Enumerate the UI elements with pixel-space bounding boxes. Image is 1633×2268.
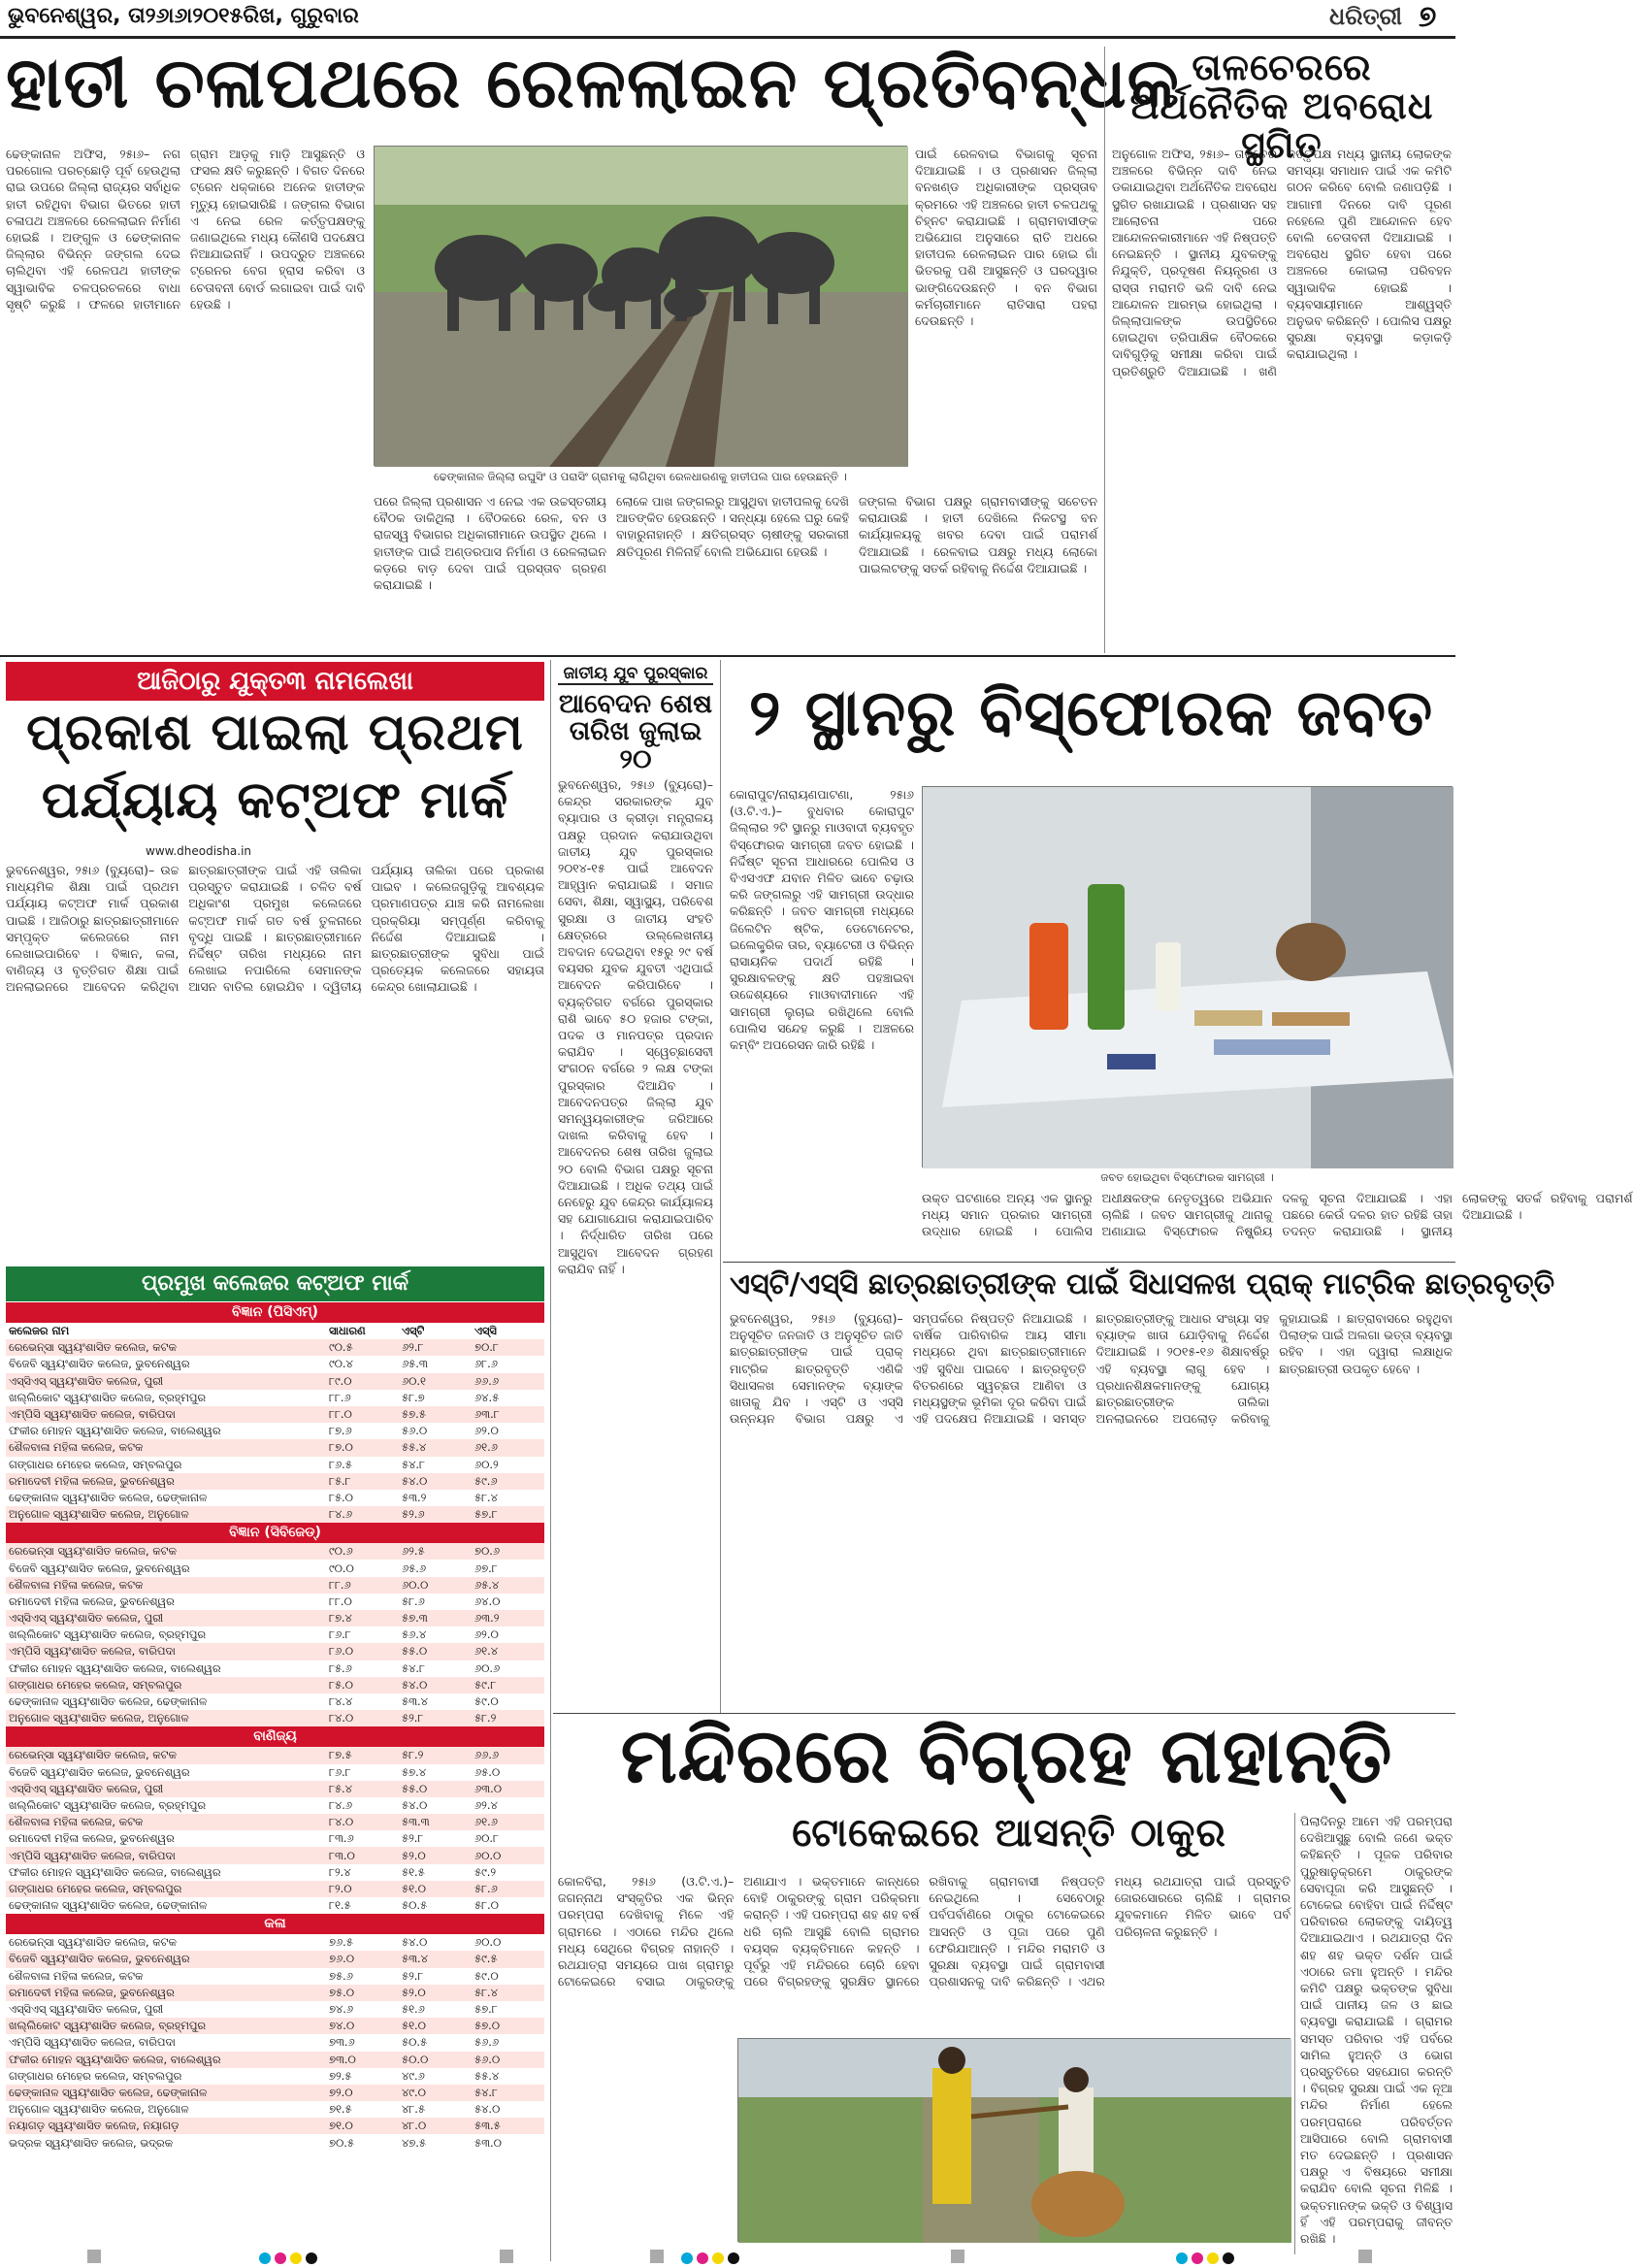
- cutoff-table-title: ପ୍ରମୁଖ କଲେଜର କଟ୍ଅଫ ମାର୍କ: [6, 1266, 544, 1301]
- table-row: [6, 1847, 544, 1863]
- college-name-cell: ଖଲ୍ଲିକୋଟ ସ୍ୱୟଂଶାସିତ କଲେଜ, ବ୍ରହ୍ମପୁର: [9, 1390, 207, 1404]
- table-row: [6, 1490, 544, 1506]
- table-row: [6, 1747, 544, 1763]
- table-row: [6, 1881, 544, 1897]
- table-row: [6, 1543, 544, 1560]
- cutoff-mark-cell: ୫୬.୦: [472, 2052, 544, 2068]
- cutoff-mark-cell: ୮୬.୮: [329, 1627, 351, 1642]
- cutoff-mark-cell: ୮୭.୦: [326, 1439, 399, 1456]
- college-name-cell: ଅନୁଗୋଳ ସ୍ୱୟଂଶାସିତ କଲେଜ, ଅନୁଗୋଳ: [6, 1710, 326, 1726]
- college-name-cell: ଢେଙ୍କାନାଳ ସ୍ୱୟଂଶାସିତ କଲେଜ, ଢେଙ୍କାନାଳ: [9, 1694, 208, 1709]
- cutoff-mark-cell: ୮୪.୦: [326, 1814, 399, 1830]
- cutoff-mark-cell: ୮୬.୮: [329, 1764, 351, 1779]
- college-name-cell: ଅନୁଗୋଳ ସ୍ୱୟଂଶାସିତ କଲେଜ, ଅନୁଗୋଳ: [9, 2102, 189, 2117]
- college-name-cell: ଖଲ୍ଲିକୋଟ ସ୍ୱୟଂଶାସିତ କଲେଜ, ବ୍ରହ୍ମପୁର: [9, 1797, 207, 1812]
- college-name-cell: ଶୈଳବାଳା ମହିଳା କଲେଜ, କଟକ: [9, 1968, 144, 1983]
- cutoff-mark-cell: ୬୮.୬: [474, 1357, 498, 1371]
- college-name-cell: ଫକୀର ମୋହନ ସ୍ୱୟଂଶାସିତ କଲେଜ, ବାଲେଶ୍ୱର: [6, 2052, 326, 2068]
- cutoff-mark-cell: ୪୯.୬: [402, 2068, 425, 2083]
- scholarship-headline: ଏସ୍ଟି/ଏସ୍ସି ଛାତ୍ରଛାତ୍ରୀଙ୍କ ପାଇଁ ସିଧାସଳଖ ପ୍ରାକ୍ ମାଟ୍ରିକ ଛାତ୍ରବୃତ୍ତି: [730, 1267, 1555, 1301]
- college-name-cell: ଗଙ୍ଗାଧର ମେହେର କଲେଜ, ସମ୍ବଲପୁର: [9, 1457, 182, 1471]
- cutoff-mark-cell: ୫୪.୮: [472, 2085, 544, 2101]
- cutoff-mark-cell: ୫୩.୫: [472, 2118, 544, 2134]
- cutoff-mark-cell: ୫୧.୦: [399, 2018, 472, 2034]
- cutoff-mark-cell: ୮୨.୪: [329, 1864, 351, 1879]
- cutoff-mark-cell: ୭୫.୬: [329, 1968, 353, 1983]
- table-row: [6, 1594, 544, 1610]
- cutoff-mark-cell: ୬୫.୩: [402, 1357, 428, 1371]
- college-name-cell: ରମାଦେବୀ ମହିଳା କଲେଜ, ଭୁବନେଶ୍ୱର: [6, 1473, 326, 1490]
- college-name-cell: ବିଜେବି ସ୍ୱୟଂଶାସିତ କଲେଜ, ଭୁବନେଶ୍ୱର: [9, 1561, 190, 1575]
- table-section-label: କଳା: [6, 1914, 544, 1934]
- cutoff-mark-cell: ୬୦.୮: [474, 1831, 499, 1846]
- table-section-header: [6, 1914, 544, 1934]
- cutoff-mark-cell: ୮୬.୫: [329, 1457, 352, 1471]
- cutoff-mark-cell: ୫୯.୨: [474, 1864, 497, 1879]
- college-name-cell: ଶୈଳବାଳା ମହିଳା କଲେଜ, କଟକ: [6, 1439, 326, 1456]
- cutoff-mark-cell: ୮୫.୬: [329, 1660, 352, 1675]
- table-row: [6, 1693, 544, 1710]
- cutoff-mark-cell: ୮୬.୦: [326, 1643, 399, 1660]
- cutoff-mark-cell: ୫୨.୮: [399, 1710, 472, 1726]
- college-name-cell: ଏସ୍ସିଏସ୍ ସ୍ୱୟଂଶାସିତ କଲେଜ, ପୁରୀ: [6, 1373, 326, 1390]
- table-row: [6, 1390, 544, 1406]
- college-name-cell: ରମାଦେବୀ ମହିଳା କଲେଜ, ଭୁବନେଶ୍ୱର: [9, 1831, 175, 1846]
- cutoff-mark-cell: ୬୨.୪: [474, 1797, 498, 1812]
- cutoff-mark-cell: ୭୦.୫: [329, 2135, 354, 2150]
- cutoff-mark-cell: ୪୯.୦: [399, 2085, 472, 2101]
- cutoff-mark-cell: ୫୪.୦: [474, 2102, 501, 2117]
- cutoff-mark-cell: ୭୨.୦: [326, 2085, 399, 2101]
- cutoff-mark-cell: ୫୨.୬: [399, 1506, 472, 1523]
- cutoff-mark-cell: ୫୦.୫: [402, 2035, 428, 2050]
- cutoff-mark-cell: ୮୪.୦: [326, 1710, 399, 1726]
- print-registration-marks: [0, 2250, 1455, 2265]
- cutoff-mark-cell: ୮୪.୬: [326, 1506, 399, 1523]
- table-row: [6, 1764, 544, 1781]
- college-name-cell: ବିଜେବି ସ୍ୱୟଂଶାସିତ କଲେଜ, ଭୁବନେଶ୍ୱର: [9, 1764, 190, 1779]
- table-row: [6, 1797, 544, 1814]
- cutoff-body: ଭୁବନେଶ୍ୱର, ୨୫ା୬ (ବ୍ୟୁରୋ)– ଉଚ୍ଚ ମାଧ୍ୟମିକ ଶିକ୍ଷା ପାଇଁ ପ୍ରଥମ ପର୍ଯ୍ୟାୟ କଟ୍ଅଫ ମାର୍କ ପ୍ରକାଶ ପାଇଛି । ଆଜିଠାରୁ ଛାତ୍ରଛାତ୍ରୀମାନେ ସମ୍ପୃକ୍ତ କଲେଜରେ ନାମ ଲେଖାଇପାରିବେ । ବିଜ୍ଞାନ, କଳା, ବାଣିଜ୍ୟ ଓ ବୃତ୍ତିଗତ ଶିକ୍ଷା ପାଇଁ ଅନଲାଇନରେ ଆବେଦନ କରିଥିବା ଛାତ୍ରଛାତ୍ରୀଙ୍କ ପାଇଁ ଏହି ତାଲିକା ପ୍ରସ୍ତୁତ କରାଯାଇଛି । ଚଳିତ ବର୍ଷ ଅଧିକାଂଶ ପ୍ରମୁଖ କଲେଜରେ କଟ୍ଅଫ ମାର୍କ ଗତ ବର୍ଷ ତୁଳନାରେ ବୃଦ୍ଧି ପାଇଛି । ଛାତ୍ରଛାତ୍ରୀମାନେ ନିର୍ଦ୍ଦିଷ୍ଟ ତାରିଖ ମଧ୍ୟରେ ନାମ ଲେଖାଇ ନପାରିଲେ ସେମାନଙ୍କ ଆସନ ବାତିଲ ହୋଇଯିବ । ଦ୍ୱିତୀୟ ପର୍ଯ୍ୟାୟ ତାଲିକା ପରେ ପ୍ରକାଶ ପାଇବ । କଲେଜଗୁଡ଼ିକୁ ଆବଶ୍ୟକ ପ୍ରମାଣପତ୍ର ଯାଞ୍ଚ କରି ନାମଲେଖା ପ୍ରକ୍ରିୟା ସମ୍ପୂର୍ଣ୍ଣ କରିବାକୁ ନିର୍ଦ୍ଦେଶ ଦିଆଯାଇଛି । ଛାତ୍ରଛାତ୍ରୀଙ୍କ ସୁବିଧା ପାଇଁ ପ୍ରତ୍ୟେକ କଲେଜରେ ସହାୟତା କେନ୍ଦ୍ର ଖୋଲାଯାଇଛି ।: [6, 863, 544, 995]
- youth-headline: ଆବେଦନ ଶେଷ ତାରିଖ ଜୁଲାଇ ୨୦: [558, 689, 713, 774]
- college-name-cell: ଏସ୍ସିଏସ୍ ସ୍ୱୟଂଶାସିତ କଲେଜ, ପୁରୀ: [9, 2002, 164, 2017]
- college-name-cell: ଗଙ୍ଗାଧର ମେହେର କଲେଜ, ସମ୍ବଲପୁର: [9, 2068, 182, 2083]
- cutoff-mark-cell: ୬୨.୮: [399, 1339, 472, 1356]
- cutoff-mark-cell: ୬୪.୫: [474, 1390, 500, 1404]
- table-row: [6, 1897, 544, 1914]
- cutoff-mark-cell: ୫୭.୮: [472, 1506, 544, 1523]
- cutoff-mark-cell: ୫୫.୦: [399, 1781, 472, 1797]
- cutoff-mark-cell: ୮୧.୫: [329, 1898, 351, 1913]
- table-row: [6, 2068, 544, 2085]
- table-row: [6, 1610, 544, 1627]
- cutoff-table-grid: [6, 1302, 544, 2152]
- cutoff-mark-cell: ୭୪.୬: [329, 2002, 354, 2017]
- cutoff-mark-cell: ୬୦.୬: [474, 1660, 501, 1675]
- cutoff-mark-cell: ୬୩.୨: [472, 1610, 544, 1627]
- cutoff-mark-cell: ୫୭.୮: [474, 2002, 498, 2017]
- explosive-photo: [922, 786, 1453, 1167]
- cutoff-mark-cell: ୬୬.୬: [472, 1747, 544, 1763]
- table-row: [6, 2134, 544, 2151]
- college-name-cell: ଶୈଳବାଳା ମହିଳା କଲେଜ, କଟକ: [6, 1577, 326, 1594]
- cutoff-mark-cell: ୬୭.୮: [474, 1561, 498, 1575]
- cutoff-mark-cell: ୭୨.୫: [329, 2068, 352, 2083]
- cutoff-mark-cell: ୫୭.୫: [399, 1406, 472, 1423]
- college-name-cell: ରମାଦେବୀ ମହିଳା କଲେଜ, ଭୁବନେଶ୍ୱର: [6, 1985, 326, 2001]
- college-name-cell: ଢେଙ୍କାନାଳ ସ୍ୱୟଂଶାସିତ କଲେଜ, ଢେଙ୍କାନାଳ: [6, 2085, 326, 2101]
- table-column-header-row: [6, 1323, 544, 1339]
- cutoff-mark-cell: ୭୧.୫: [329, 2102, 352, 2117]
- college-name-cell: ଅନୁଗୋଳ ସ୍ୱୟଂଶାସିତ କଲେଜ, ଅନୁଗୋଳ: [6, 1506, 326, 1523]
- cutoff-mark-cell: ୯୦.୬: [326, 1543, 399, 1560]
- cutoff-website[interactable]: www.dheodisha.in: [146, 844, 252, 858]
- cutoff-mark-cell: ୬୧.୪: [472, 1643, 544, 1660]
- cutoff-mark-cell: ୫୮.୬: [402, 1594, 425, 1608]
- table-row: [6, 1339, 544, 1356]
- table-row: [6, 1814, 544, 1830]
- cutoff-mark-cell: ୭୩.୦: [326, 2052, 399, 2068]
- cutoff-mark-cell: ୬୦.୦: [474, 1935, 502, 1950]
- cutoff-mark-cell: ୬୬.୬: [472, 1373, 544, 1390]
- elephant-lower-col-3: ଜଙ୍ଗଲ ବିଭାଗ ପକ୍ଷରୁ ଗ୍ରାମବାସୀଙ୍କୁ ସଚେତନ କରାଯାଉଛି । ହାତୀ ଦେଖିଲେ ନିକଟସ୍ଥ ବନ କାର୍ଯ୍ୟାଳୟକୁ ଖବର ଦେବା ପାଇଁ ପରାମର୍ଶ ଦିଆଯାଇଛି । ରେଳବାଇ ପକ୍ଷରୁ ମଧ୍ୟ ଲୋକୋ ପାଇଲଟଙ୍କୁ ସତର୍କ ରହିବାକୁ ନିର୍ଦ୍ଦେଶ ଦିଆଯାଇଛି ।: [859, 494, 1097, 575]
- cutoff-mark-cell: ୫୩.୦: [474, 2135, 502, 2150]
- cutoff-mark-cell: ୫୮.୪: [472, 1985, 544, 2001]
- table-row: [6, 1627, 544, 1643]
- temple-photo-image: [738, 2039, 1291, 2243]
- cutoff-mark-cell: ୫୮.୪: [474, 1490, 498, 1504]
- cutoff-mark-cell: ୫୪.୮: [402, 1660, 425, 1675]
- masthead-logo: ଧରିତ୍ରୀ: [1329, 2, 1402, 30]
- college-name-cell: ଫକୀର ମୋହନ ସ୍ୱୟଂଶାସିତ କଲେଜ, ବାଲେଶ୍ୱର: [9, 1660, 221, 1675]
- college-name-cell: ବିଜେବି ସ୍ୱୟଂଶାସିତ କଲେଜ, ଭୁବନେଶ୍ୱର: [6, 1951, 326, 1967]
- temple-subhead: ଟୋକେଇରେ ଆସନ୍ତି ଠାକୁର: [792, 1811, 1226, 1856]
- cutoff-mark-cell: ୫୭.୪: [402, 1764, 427, 1779]
- explosive-photo-image: [923, 787, 1453, 1168]
- cutoff-mark-cell: ୮୩.୦: [326, 1847, 399, 1863]
- cutoff-mark-cell: ୭୩.୬: [329, 2035, 355, 2050]
- cutoff-mark-cell: ୫୨.୦: [399, 1847, 472, 1863]
- table-row: [6, 1577, 544, 1594]
- college-name-cell: ଗଙ୍ଗାଧର ମେହେର କଲେଜ, ସମ୍ବଲପୁର: [6, 1881, 326, 1897]
- cutoff-mark-cell: ୫୩.୩: [399, 1814, 472, 1830]
- page-number: ୭: [1419, 0, 1437, 34]
- cutoff-mark-cell: ୮୫.୦: [329, 1490, 353, 1504]
- date-line: ଭୁବନେଶ୍ୱର, ତା୨୬ା୬ା୨୦୧୫ରିଖ, ଗୁରୁବାର: [8, 4, 359, 28]
- table-row: [6, 1934, 544, 1951]
- cutoff-mark-cell: ୭୦.୬: [472, 1543, 544, 1560]
- table-row: [6, 2118, 544, 2134]
- cutoff-mark-cell: ୫୪.୦: [402, 1797, 428, 1812]
- cutoff-mark-cell: ୫୦.୦: [399, 2052, 472, 2068]
- cutoff-mark-cell: ୬୦.୨: [474, 1457, 499, 1471]
- explosive-right-col: ଉକ୍ତ ଘଟଣାରେ ଅନ୍ୟ ଏକ ସ୍ଥାନରୁ ମଧ୍ୟ ସମାନ ପ୍ରକାର ସାମଗ୍ରୀ ଉଦ୍ଧାର ହୋଇଛି । ପୋଲିସ ଅଧୀକ୍ଷକଙ୍କ ନେତୃତ୍ୱରେ ଅଭିଯାନ ଚାଲିଛି । ଜବତ ସାମଗ୍ରୀକୁ ଥାନାକୁ ଅଣାଯାଇ ବିସ୍ଫୋରକ ନିଷ୍କ୍ରିୟ ଦଳକୁ ସୂଚନା ଦିଆଯାଇଛି । ଏହା ପଛରେ କେଉଁ ଦଳର ହାତ ରହିଛି ତାହା ତଦନ୍ତ କରାଯାଉଛି । ସ୍ଥାନୀୟ ଲୋକଙ୍କୁ ସତର୍କ ରହିବାକୁ ପରାମର୍ଶ ଦିଆଯାଇଛି ।: [922, 1191, 1633, 1239]
- table-section-label: ବିଜ୍ଞାନ (ପିସିଏମ୍): [6, 1302, 544, 1323]
- cutoff-mark-cell: ୫୫.୪: [474, 2068, 500, 2083]
- cutoff-mark-cell: ୬୧.୬: [472, 1814, 544, 1830]
- cutoff-mark-cell: ୯୦.୫: [326, 1339, 399, 1356]
- table-row: [6, 1643, 544, 1660]
- cutoff-mark-cell: ୮୮.୬: [329, 1390, 351, 1404]
- cutoff-mark-cell: ୮୭.୬: [329, 1424, 352, 1438]
- cutoff-headline-line-2: ପର୍ଯ୍ୟାୟ କଟ୍ଅଫ ମାର୍କ: [41, 772, 509, 830]
- temple-right-body: ପିଲାଦିନରୁ ଆମେ ଏହି ପରମ୍ପରା ଦେଖିଆସୁଛୁ ବୋଲି ଜଣେ ଭକ୍ତ କହିଛନ୍ତି । ପୂଜକ ପରିବାର ପୁରୁଷାନୁକ୍ରମେ ଠାକୁରଙ୍କ ସେବାପୂଜା କରି ଆସୁଛନ୍ତି । ଟୋକେଇ ବୋହିବା ପାଇଁ ନିର୍ଦ୍ଦିଷ୍ଟ ପରିବାରର ଲୋକଙ୍କୁ ଦାୟିତ୍ୱ ଦିଆଯାଇଥାଏ । ରଥଯାତ୍ରା ଦିନ ଶହ ଶହ ଭକ୍ତ ଦର୍ଶନ ପାଇଁ ଏଠାରେ ଜମା ହୁଅନ୍ତି । ମନ୍ଦିର କମିଟି ପକ୍ଷରୁ ଭକ୍ତଙ୍କ ସୁବିଧା ପାଇଁ ପାନୀୟ ଜଳ ଓ ଛାଇ ବ୍ୟବସ୍ଥା କରାଯାଇଛି । ଗ୍ରାମର ସମସ୍ତ ପରିବାର ଏହି ପର୍ବରେ ସାମିଲ ହୁଅନ୍ତି ଓ ଭୋଗ ପ୍ରସ୍ତୁତିରେ ସହଯୋଗ କରନ୍ତି । ବିଗ୍ରହ ସୁରକ୍ଷା ପାଇଁ ଏକ ନୂଆ ମନ୍ଦିର ନିର୍ମାଣ ହେଲେ ପରମ୍ପରାରେ ପରିବର୍ତ୍ତନ ଆସିପାରେ ବୋଲି ଗ୍ରାମବାସୀ ମତ ଦେଇଛନ୍ତି । ପ୍ରଶାସନ ପକ୍ଷରୁ ଏ ବିଷୟରେ ସମୀକ୍ଷା କରାଯିବ ବୋଲି ସୂଚନା ମିଳିଛି । ଭକ୍ତମାନଙ୍କ ଭକ୍ତି ଓ ବିଶ୍ୱାସ ହିଁ ଏହି ପରମ୍ପରାକୁ ଜୀବନ୍ତ ରଖିଛି ।: [1300, 1814, 1453, 2247]
- cutoff-mark-cell: ୬୧.୬: [472, 1439, 544, 1456]
- table-column-header: ସାଧାରଣ: [326, 1323, 399, 1339]
- college-name-cell: ଢେଙ୍କାନାଳ ସ୍ୱୟଂଶାସିତ କଲେଜ, ଢେଙ୍କାନାଳ: [9, 1490, 208, 1504]
- cutoff-mark-cell: ୯୦.୦: [329, 1561, 354, 1575]
- table-column-header: ଏସ୍ସି: [472, 1323, 544, 1339]
- table-row: [6, 1781, 544, 1797]
- college-name-cell: ରମାଦେବୀ ମହିଳା କଲେଜ, ଭୁବନେଶ୍ୱର: [9, 1594, 175, 1608]
- cutoff-mark-cell: ୮୮.୬: [326, 1577, 399, 1594]
- cutoff-mark-cell: ୬୩.୮: [472, 1406, 544, 1423]
- cutoff-mark-cell: ୪୮.୦: [399, 2118, 472, 2134]
- talcher-body: ଅନୁଗୋଳ ଅଫିସ, ୨୫ା୬– ତାଳଚେର ଅଞ୍ଚଳରେ ବିଭିନ୍ନ ଦାବି ନେଇ ଡକାଯାଇଥିବା ଅର୍ଥନୈତିକ ଅବରୋଧ ସ୍ଥଗିତ ରଖାଯାଇଛି । ପ୍ରଶାସନ ସହ ଆଲୋଚନା ପରେ ଆନ୍ଦୋଳନକାରୀମାନେ ଏହି ନିଷ୍ପତ୍ତି ନେଇଛନ୍ତି । ସ୍ଥାନୀୟ ଯୁବକଙ୍କୁ ନିଯୁକ୍ତି, ପ୍ରଦୂଷଣ ନିୟନ୍ତ୍ରଣ ଓ ରାସ୍ତା ମରାମତି ଭଳି ଦାବି ନେଇ ଆନ୍ଦୋଳନ ଆରମ୍ଭ ହୋଇଥିଲା । ଜିଲ୍ଲାପାଳଙ୍କ ଉପସ୍ଥିତିରେ ହୋଇଥିବା ତ୍ରିପାକ୍ଷିକ ବୈଠକରେ ଦାବିଗୁଡ଼ିକୁ ସମୀକ୍ଷା କରିବା ପାଇଁ ପ୍ରତିଶ୍ରୁତି ଦିଆଯାଇଛି । ଖଣି କର୍ତ୍ତୃପକ୍ଷ ମଧ୍ୟ ସ୍ଥାନୀୟ ଲୋକଙ୍କ ସମସ୍ୟା ସମାଧାନ ପାଇଁ ଏକ କମିଟି ଗଠନ କରିବେ ବୋଲି ଜଣାପଡ଼ିଛି । ଆଗାମୀ ଦିନରେ ଦାବି ପୂରଣ ନହେଲେ ପୁଣି ଆନ୍ଦୋଳନ ହେବ ବୋଲି ଚେତାବନୀ ଦିଆଯାଇଛି । ଅବରୋଧ ସ୍ଥଗିତ ହେବା ପରେ ଅଞ୍ଚଳରେ କୋଇଲା ପରିବହନ ସ୍ୱାଭାବିକ ହୋଇଛି । ବ୍ୟବସାୟୀମାନେ ଆଶ୍ୱସ୍ତି ଅନୁଭବ କରିଛନ୍ତି । ପୋଲିସ ପକ୍ଷରୁ ସୁରକ୍ଷା ବ୍ୟବସ୍ଥା କଡ଼ାକଡ଼ି କରାଯାଇଥିଲା ।: [1112, 147, 1452, 378]
- cutoff-mark-cell: ୫୧.୫: [402, 1864, 425, 1879]
- cutoff-mark-cell: ୫୬.୬: [474, 2035, 500, 2050]
- cutoff-mark-cell: ୫୩.୨: [402, 1490, 427, 1504]
- cutoff-mark-cell: ୫୫.୦: [399, 1643, 472, 1660]
- college-name-cell: ରେଭେନ୍ସା ସ୍ୱୟଂଶାସିତ କଲେଜ, କଟକ: [6, 1747, 326, 1763]
- cutoff-mark-cell: ୫୪.୦: [402, 1935, 428, 1950]
- cutoff-mark-cell: ୬୦.୧: [399, 1373, 472, 1390]
- cutoff-mark-cell: ୮୮.୦: [326, 1406, 399, 1423]
- cutoff-mark-cell: ୫୯.୮: [472, 1677, 544, 1693]
- cutoff-mark-cell: ୫୮.୨: [472, 1710, 544, 1726]
- table-row: [6, 1560, 544, 1576]
- cutoff-mark-cell: ୬୨.୫: [399, 1543, 472, 1560]
- cutoff-mark-cell: ୫୫.୪: [399, 1439, 472, 1456]
- cutoff-mark-cell: ୫୯.୦: [474, 1694, 499, 1709]
- cutoff-mark-cell: ୫୮.୬: [472, 1881, 544, 1897]
- college-name-cell: ଗଙ୍ଗାଧର ମେହେର କଲେଜ, ସମ୍ବଲପୁର: [6, 1677, 326, 1693]
- cutoff-mark-cell: ୬୫.୬: [402, 1561, 427, 1575]
- table-section-label: ବାଣିଜ୍ୟ: [6, 1726, 544, 1747]
- table-row: [6, 1356, 544, 1372]
- cutoff-mark-cell: ୫୭.୦: [472, 2018, 544, 2034]
- college-name-cell: ଫକୀର ମୋହନ ସ୍ୱୟଂଶାସିତ କଲେଜ, ବାଲେଶ୍ୱର: [9, 1424, 221, 1438]
- cutoff-mark-cell: ୬୨.୦: [474, 1627, 499, 1642]
- elephant-left-col: ଢେଙ୍କାନାଳ ଅଫିସ, ୨୫ା୬– ନଗ ପରଗୋଲ ପରଚ୍ଛୋଡ଼ି ପୂର୍ବ ହେଉଥିଲା ରାଇ ଉପରେ ଜିଲ୍ଲା ରାଜ୍ୟର ସର୍ବାଧିକ ହାତୀ ରହିଥିବା ବିଭାଗ ଭିତରେ ହାତୀ ଚଳାପଥ ଅଞ୍ଚଳରେ ରେଳଲାଇନ ନିର୍ମାଣ ହୋଇଛି । ଅଙ୍ଗୁଳ ଓ ଢେଙ୍କାନାଳ ଜିଲ୍ଲାର ବିଭିନ୍ନ ଜଙ୍ଗଲ ଦେଇ ଚାଲିଥିବା ଏହି ରେଳପଥ ହାତୀଙ୍କ ସ୍ୱାଭାବିକ ଚଳପ୍ରଚଳରେ ବାଧା ସୃଷ୍ଟି କରୁଛି । ଫଳରେ ହାତୀମାନେ ଗ୍ରାମ ଆଡ଼କୁ ମାଡ଼ି ଆସୁଛନ୍ତି ଓ ଫସଲ କ୍ଷତି କରୁଛନ୍ତି । ବିଗତ ଦିନରେ ଟ୍ରେନ ଧକ୍କାରେ ଅନେକ ହାତୀଙ୍କ ମୃତ୍ୟୁ ହୋଇସାରିଛି । ଜଙ୍ଗଲ ବିଭାଗ ଏ ନେଇ ରେଳ କର୍ତ୍ତୃପକ୍ଷଙ୍କୁ ଜଣାଇଥିଲେ ମଧ୍ୟ କୌଣସି ପଦକ୍ଷେପ ନିଆଯାଇନାହିଁ । ଉପଦ୍ରୁତ ଅଞ୍ଚଳରେ ଟ୍ରେନର ବେଗ ହ୍ରାସ କରିବା ଓ ଚେତାବନୀ ବୋର୍ଡ ଲଗାଇବା ପାଇଁ ଦାବି ହେଉଛି ।: [6, 147, 365, 312]
- scholarship-body: ଭୁବନେଶ୍ୱର, ୨୫ା୬ (ବ୍ୟୁରୋ)– ଅନୁସୂଚିତ ଜନଜାତି ଓ ଅନୁସୂଚିତ ଜାତି ଛାତ୍ରଛାତ୍ରୀଙ୍କ ପାଇଁ ପ୍ରାକ୍ ମାଟ୍ରିକ ଛାତ୍ରବୃତ୍ତି ଏଣିକି ସିଧାସଳଖ ସେମାନଙ୍କ ବ୍ୟାଙ୍କ ଖାତାକୁ ଯିବ । ଏସ୍ଟି ଓ ଏସ୍ସି ଉନ୍ନୟନ ବିଭାଗ ପକ୍ଷରୁ ଏ ସମ୍ପର୍କରେ ନିଷ୍ପତ୍ତି ନିଆଯାଇଛି । ବାର୍ଷିକ ପାରିବାରିକ ଆୟ ସୀମା ମଧ୍ୟରେ ଥିବା ଛାତ୍ରଛାତ୍ରୀମାନେ ଏହି ସୁବିଧା ପାଇବେ । ଛାତ୍ରବୃତ୍ତି ବିତରଣରେ ସ୍ୱଚ୍ଛତା ଆଣିବା ଓ ମଧ୍ୟସ୍ଥଙ୍କ ଭୂମିକା ଦୂର କରିବା ପାଇଁ ଏହି ପଦକ୍ଷେପ ନିଆଯାଇଛି । ସମସ୍ତ ଛାତ୍ରଛାତ୍ରୀଙ୍କୁ ଆଧାର ସଂଖ୍ୟା ସହ ବ୍ୟାଙ୍କ ଖାତା ଯୋଡ଼ିବାକୁ ନିର୍ଦ୍ଦେଶ ଦିଆଯାଇଛି । ୨୦୧୫-୧୬ ଶିକ୍ଷାବର୍ଷରୁ ଏହି ବ୍ୟବସ୍ଥା ଲାଗୁ ହେବ । ପ୍ରଧାନଶିକ୍ଷକମାନଙ୍କୁ ଯୋଗ୍ୟ ଛାତ୍ରଛାତ୍ରୀଙ୍କ ତାଲିକା ଅନଲାଇନରେ ଅପଲୋଡ଼ କରିବାକୁ କୁହାଯାଇଛି । ଛାତ୍ରାବାସରେ ରହୁଥିବା ପିଲାଙ୍କ ପାଇଁ ଅଲଗା ଭତ୍ତା ବ୍ୟବସ୍ଥା ରହିବ । ଏହା ଦ୍ୱାରା ଲକ୍ଷାଧିକ ଛାତ୍ରଛାତ୍ରୀ ଉପକୃତ ହେବେ ।: [730, 1311, 1453, 1427]
- cutoff-mark-cell: ୬୩.୦: [472, 1781, 544, 1797]
- cutoff-mark-cell: ୮୭.୪: [326, 1610, 399, 1627]
- cutoff-mark-cell: ୭୦.୮: [472, 1339, 544, 1356]
- cutoff-mark-cell: ୫୧.୬: [402, 2002, 425, 2017]
- cutoff-mark-cell: ୮୪.୬: [329, 1797, 353, 1812]
- cutoff-mark-cell: ୫୬.୪: [402, 1627, 427, 1642]
- cutoff-mark-cell: ୭୪.୦: [326, 2018, 399, 2034]
- page-header: [0, 0, 1455, 39]
- college-name-cell: ଢେଙ୍କାନାଳ ସ୍ୱୟଂଶାସିତ କଲେଜ, ଢେଙ୍କାନାଳ: [9, 1898, 208, 1913]
- college-name-cell: ଖଲ୍ଲିକୋଟ ସ୍ୱୟଂଶାସିତ କଲେଜ, ବ୍ରହ୍ମପୁର: [6, 2018, 326, 2034]
- cutoff-mark-cell: ୭୫.୦: [326, 1985, 399, 2001]
- table-row: [6, 1830, 544, 1847]
- table-row: [6, 1968, 544, 1985]
- cutoff-mark-cell: ୭୧.୦: [326, 2118, 399, 2134]
- cutoff-mark-cell: ୫୩.୪: [399, 1951, 472, 1967]
- explosive-headline: ୨ ସ୍ଥାନରୁ ବିସ୍ଫୋରକ ଜବତ: [748, 675, 1434, 750]
- cutoff-mark-cell: ୮୫.୪: [326, 1781, 399, 1797]
- temple-body: କୋଳବିରା, ୨୫ା୬ (ଓ.ଟି.ଏ.)– ଜଗନ୍ନାଥ ସଂସ୍କୃତିର ଏକ ଭିନ୍ନ ପରମ୍ପରା ଦେଖିବାକୁ ମିଳେ ଏହି ଗ୍ରାମରେ । ଏଠାରେ ମନ୍ଦିର ଥିଲେ ମଧ୍ୟ ସେଥିରେ ବିଗ୍ରହ ନାହାନ୍ତି । ରଥଯାତ୍ରା ସମୟରେ ପାଖ ଗ୍ରାମରୁ ଟୋକେଇରେ ବସାଇ ଠାକୁରଙ୍କୁ ଅଣାଯାଏ । ଭକ୍ତମାନେ କାନ୍ଧରେ ବୋହି ଠାକୁରଙ୍କୁ ଗ୍ରାମ ପରିକ୍ରମା କରାନ୍ତି । ଏହି ପରମ୍ପରା ଶହ ଶହ ବର୍ଷ ଧରି ଚାଲି ଆସୁଛି ବୋଲି ଗ୍ରାମର ବୟସ୍କ ବ୍ୟକ୍ତିମାନେ କହନ୍ତି । ପୂର୍ବରୁ ଏହି ମନ୍ଦିରରେ ଚୋରି ହେବା ପରେ ବିଗ୍ରହଙ୍କୁ ସୁରକ୍ଷିତ ସ୍ଥାନରେ ରଖିବାକୁ ଗ୍ରାମବାସୀ ନିଷ୍ପତ୍ତି ନେଇଥିଲେ । ସେବେଠାରୁ ପର୍ବପର୍ବାଣିରେ ଠାକୁର ଟୋକେଇରେ ଆସନ୍ତି ଓ ପୂଜା ପରେ ପୁଣି ଫେରିଯାଆନ୍ତି । ମନ୍ଦିର ମରାମତି ଓ ସୁରକ୍ଷା ବ୍ୟବସ୍ଥା ପାଇଁ ଗ୍ରାମବାସୀ ପ୍ରଶାସନକୁ ଦାବି କରିଛନ୍ତି । ଏଥର ମଧ୍ୟ ରଥଯାତ୍ରା ପାଇଁ ପ୍ରସ୍ତୁତି ଜୋରସୋରରେ ଚାଲିଛି । ଗ୍ରାମର ଯୁବକମାନେ ମିଳିତ ଭାବେ ପର୍ବ ପରିଚାଳନା କରୁଛନ୍ତି ।: [558, 1874, 1290, 1989]
- cutoff-mark-cell: ୮୫.୦: [326, 1677, 399, 1693]
- college-name-cell: ଭଦ୍ରକ ସ୍ୱୟଂଶାସିତ କଲେଜ, ଭଦ୍ରକ: [9, 2135, 174, 2150]
- cutoff-mark-cell: ୫୭.୩: [399, 1610, 472, 1627]
- temple-headline: ମନ୍ଦିରରେ ବିଗ୍ରହ ନାହାନ୍ତି: [620, 1713, 1393, 1800]
- elephant-photo-image: [375, 147, 908, 467]
- table-row: [6, 1373, 544, 1390]
- cutoff-mark-cell: ୫୨.୮: [402, 1831, 424, 1846]
- cutoff-headline-line-1: ପ୍ରକାଶ ପାଇଲା ପ୍ରଥମ: [26, 704, 524, 762]
- cutoff-mark-cell: ୫୪.୦: [399, 1473, 472, 1490]
- college-name-cell: ବିଜେବି ସ୍ୱୟଂଶାସିତ କଲେଜ, ଭୁବନେଶ୍ୱର: [9, 1357, 190, 1371]
- cutoff-mark-cell: ୫୮.୭: [402, 1390, 425, 1404]
- table-row: [6, 1985, 544, 2001]
- college-name-cell: ଏମ୍ପିସି ସ୍ୱୟଂଶାସିତ କଲେଜ, ବାରିପଦା: [6, 1847, 326, 1863]
- cutoff-mark-cell: ୮୭.୫: [326, 1747, 399, 1763]
- table-row: [6, 2052, 544, 2068]
- college-name-cell: ନୟାଗଡ଼ ସ୍ୱୟଂଶାସିତ କଲେଜ, ନୟାଗଡ଼: [6, 2118, 326, 2134]
- table-row: [6, 1864, 544, 1881]
- table-row: [6, 2085, 544, 2101]
- table-row: [6, 1423, 544, 1439]
- cutoff-mark-cell: ୪୮.୫: [402, 2102, 425, 2117]
- cutoff-mark-cell: ୫୮.୦: [474, 1898, 499, 1913]
- college-name-cell: ରେଭେନ୍ସା ସ୍ୱୟଂଶାସିତ କଲେଜ, କଟକ: [6, 1339, 326, 1356]
- college-name-cell: ଏମ୍ପିସି ସ୍ୱୟଂଶାସିତ କଲେଜ, ବାରିପଦା: [6, 1406, 326, 1423]
- cutoff-mark-cell: ୬୨.୦: [474, 1424, 499, 1438]
- table-row: [6, 1473, 544, 1490]
- youth-body: ଭୁବନେଶ୍ୱର, ୨୫ା୬ (ବ୍ୟୁରୋ)– କେନ୍ଦ୍ର ସରକାରଙ୍କ ଯୁବ ବ୍ୟାପାର ଓ କ୍ରୀଡ଼ା ମନ୍ତ୍ରାଳୟ ପକ୍ଷରୁ ପ୍ରଦାନ କରାଯାଉଥିବା ଜାତୀୟ ଯୁବ ପୁରସ୍କାର ୨୦୧୪-୧୫ ପାଇଁ ଆବେଦନ ଆହ୍ୱାନ କରାଯାଇଛି । ସମାଜ ସେବା, ଶିକ୍ଷା, ସ୍ୱାସ୍ଥ୍ୟ, ପରିବେଶ ସୁରକ୍ଷା ଓ ଜାତୀୟ ସଂହତି କ୍ଷେତ୍ରରେ ଉଲ୍ଲେଖନୀୟ ଅବଦାନ ଦେଇଥିବା ୧୫ରୁ ୨୯ ବର୍ଷ ବୟସର ଯୁବକ ଯୁବତୀ ଏଥିପାଇଁ ଆବେଦନ କରିପାରିବେ । ବ୍ୟକ୍ତିଗତ ବର୍ଗରେ ପୁରସ୍କାର ରାଶି ଭାବେ ୫୦ ହଜାର ଟଙ୍କା, ପଦକ ଓ ମାନପତ୍ର ପ୍ରଦାନ କରାଯିବ । ସ୍ୱେଚ୍ଛାସେବୀ ସଂଗଠନ ବର୍ଗରେ ୨ ଲକ୍ଷ ଟଙ୍କା ପୁରସ୍କାର ଦିଆଯିବ । ଆବେଦନପତ୍ର ଜିଲ୍ଲା ଯୁବ ସମନ୍ୱୟକାରୀଙ୍କ ଜରିଆରେ ଦାଖଲ କରିବାକୁ ହେବ । ଆବେଦନର ଶେଷ ତାରିଖ ଜୁଲାଇ ୨୦ ବୋଲି ବିଭାଗ ପକ୍ଷରୁ ସୂଚନା ଦିଆଯାଇଛି । ଅଧିକ ତଥ୍ୟ ପାଇଁ ନେହେରୁ ଯୁବ କେନ୍ଦ୍ର କାର୍ଯ୍ୟାଳୟ ସହ ଯୋଗାଯୋଗ କରାଯାଇପାରିବ । ନିର୍ଦ୍ଧାରିତ ତାରିଖ ପରେ ଆସୁଥିବା ଆବେଦନ ଗ୍ରହଣ କରାଯିବ ନାହିଁ ।: [558, 777, 713, 1276]
- table-column-header: କଲେଜର ନାମ: [6, 1323, 326, 1339]
- cutoff-mark-cell: ୭୬.୦: [326, 1951, 399, 1967]
- cutoff-mark-cell: ୬୦.୦: [472, 1847, 544, 1863]
- college-name-cell: ଫକୀର ମୋହନ ସ୍ୱୟଂଶାସିତ କଲେଜ, ବାଲେଶ୍ୱର: [9, 1864, 221, 1879]
- cutoff-mark-cell: ୮୪.୪: [329, 1694, 353, 1709]
- explosive-photo-caption: ଜବତ ହୋଇଥିବା ବିସ୍ଫୋରକ ସାମଗ୍ରୀ ।: [1100, 1170, 1274, 1184]
- table-section-label: ବିଜ୍ଞାନ (ସିବିଜେଡ୍): [6, 1523, 544, 1543]
- elephant-photo-caption: ଢେଙ୍କାନାଳ ଜିଲ୍ଲା ରଘୁସିଂ ଓ ପରାସିଂ ଗ୍ରାମକୁ ଲାଗିଥିବା ରେଳଧାରଣକୁ ହାତୀପଲ ପାର ହେଉଛନ୍ତି ।: [434, 470, 847, 483]
- cutoff-mark-cell: ୫୯.୬: [472, 1473, 544, 1490]
- cutoff-mark-cell: ୮୯.୦: [326, 1373, 399, 1390]
- table-row: [6, 2001, 544, 2018]
- table-row: [6, 1660, 544, 1677]
- table-row: [6, 1506, 544, 1523]
- table-section-header: [6, 1726, 544, 1747]
- table-row: [6, 1406, 544, 1423]
- college-name-cell: ରେଭେନ୍ସା ସ୍ୱୟଂଶାସିତ କଲେଜ, କଟକ: [9, 1935, 177, 1950]
- cutoff-mark-cell: ୮୫.୮: [326, 1473, 399, 1490]
- cutoff-mark-cell: ୭୬.୫: [329, 1935, 353, 1950]
- college-name-cell: ଏମ୍ପିସି ସ୍ୱୟଂଶାସିତ କଲେଜ, ବାରିପଦା: [9, 2035, 176, 2050]
- table-row: [6, 2101, 544, 2118]
- cutoff-mark-cell: ୮୨.୦: [326, 1881, 399, 1897]
- youth-kicker: ଜାତୀୟ ଯୁବ ପୁରସ୍କାର: [558, 664, 713, 685]
- cutoff-mark-cell: ୫୬.୦: [402, 1424, 428, 1438]
- talcher-headline: ତାଳଚେରରେ ଅର୍ଥନୈତିକ ଅବରୋଧ ସ୍ଥଗିତ: [1129, 46, 1434, 166]
- cutoff-mark-cell: ୫୩.୪: [402, 1694, 428, 1709]
- cutoff-mark-cell: ୮୩.୬: [329, 1831, 354, 1846]
- cutoff-mark-cell: ୫୪.୮: [402, 1457, 425, 1471]
- cutoff-kicker: ଆଜିଠାରୁ ଯୁକ୍ତ୩ ନାମଲେଖା: [6, 662, 544, 701]
- temple-photo: [737, 2038, 1290, 2242]
- table-row: [6, 1439, 544, 1456]
- table-section-header: [6, 1302, 544, 1323]
- table-column-header: ଏସ୍ଟି: [399, 1323, 472, 1339]
- college-name-cell: ଏସ୍ସିଏସ୍ ସ୍ୱୟଂଶାସିତ କଲେଜ, ପୁରୀ: [6, 1781, 326, 1797]
- cutoff-mark-cell: ୫୯.୫: [472, 1951, 544, 1967]
- elephant-headline: ହାତୀ ଚଳାପଥରେ ରେଳଲାଇନ ପ୍ରତିବନ୍ଧକ: [6, 42, 1180, 123]
- cutoff-mark-cell: ୪୭.୫: [402, 2135, 427, 2150]
- college-name-cell: ରେଭେନ୍ସା ସ୍ୱୟଂଶାସିତ କଲେଜ, କଟକ: [6, 1543, 326, 1560]
- table-row: [6, 1677, 544, 1693]
- cutoff-mark-cell: ୬୫.୦: [474, 1764, 501, 1779]
- cutoff-mark-cell: ୯୦.୪: [329, 1357, 353, 1371]
- cutoff-mark-cell: ୫୪.୦: [399, 1677, 472, 1693]
- cutoff-mark-cell: ୫୯.୦: [474, 1968, 499, 1983]
- table-row: [6, 2034, 544, 2051]
- table-row: [6, 1951, 544, 1967]
- table-row: [6, 2018, 544, 2034]
- elephant-lower-col-1: ପରେ ଜିଲ୍ଲା ପ୍ରଶାସନ ଏ ନେଇ ଏକ ଉଚ୍ଚସ୍ତରୀୟ ବୈଠକ ଡାକିଥିଲା । ବୈଠକରେ ରେଳ, ବନ ଓ ରାଜସ୍ୱ ବିଭାଗର ଅଧିକାରୀମାନେ ଉପସ୍ଥିତ ଥିଲେ । ହାତୀଙ୍କ ପାଇଁ ଅଣ୍ଡରପାସ ନିର୍ମାଣ ଓ ରେଳଲାଇନ କଡ଼ରେ ବାଡ଼ ଦେବା ପାଇଁ ପ୍ରସ୍ତାବ ଗ୍ରହଣ କରାଯାଇଛି ।: [374, 494, 606, 593]
- elephant-photo: [374, 146, 907, 466]
- cutoff-mark-cell: ୬୦.୦: [399, 1577, 472, 1594]
- college-name-cell: ଏସ୍ସିଏସ୍ ସ୍ୱୟଂଶାସିତ କଲେଜ, ପୁରୀ: [6, 1610, 326, 1627]
- cutoff-mark-cell: ୬୪.୦: [474, 1594, 501, 1608]
- cutoff-mark-cell: ୫୨.୮: [402, 1968, 424, 1983]
- cutoff-mark-cell: ୫୧.୦: [399, 1881, 472, 1897]
- elephant-lower-col-2: ଲୋକେ ପାଖ ଜଙ୍ଗଲରୁ ଆସୁଥିବା ହାତୀପଲକୁ ଦେଖି ଆତଙ୍କିତ ହେଉଛନ୍ତି । ସନ୍ଧ୍ୟା ହେଲେ ଘରୁ କେହି ବାହାରୁନାହାନ୍ତି । କ୍ଷତିଗ୍ରସ୍ତ ଚାଷୀଙ୍କୁ ସରକାରୀ କ୍ଷତିପୂରଣ ମିଳିନାହିଁ ବୋଲି ଅଭିଯୋଗ ହେଉଛି ।: [616, 494, 849, 559]
- cutoff-table: [6, 1302, 544, 2258]
- cutoff-mark-cell: ୮୮.୦: [329, 1594, 352, 1608]
- table-row: [6, 1457, 544, 1473]
- cutoff-mark-cell: ୫୮.୨: [399, 1747, 472, 1763]
- cutoff-mark-cell: ୫୨.୦: [399, 1985, 472, 2001]
- college-name-cell: ଏମ୍ପିସି ସ୍ୱୟଂଶାସିତ କଲେଜ, ବାରିପଦା: [6, 1643, 326, 1660]
- cutoff-mark-cell: ୫୦.୫: [402, 1898, 428, 1913]
- table-row: [6, 1710, 544, 1726]
- table-section-header: [6, 1523, 544, 1543]
- cutoff-mark-cell: ୬୫.୪: [472, 1577, 544, 1594]
- college-name-cell: ଖଲ୍ଲିକୋଟ ସ୍ୱୟଂଶାସିତ କଲେଜ, ବ୍ରହ୍ମପୁର: [9, 1627, 207, 1642]
- explosive-left-col: କୋରାପୁଟ/ନାରାୟଣପାଟଣା, ୨୫ା୬ (ଓ.ଟି.ଏ.)– ବୁଧବାର କୋରାପୁଟ ଜିଲ୍ଲାର ୨ଟି ସ୍ଥାନରୁ ମାଓବାଦୀ ବ୍ୟବହୃତ ବିସ୍ଫୋରକ ସାମଗ୍ରୀ ଜବତ ହୋଇଛି । ନିର୍ଦ୍ଦିଷ୍ଟ ସୂଚନା ଆଧାରରେ ପୋଲିସ ଓ ବିଏସଏଫ ଯବାନ ମିଳିତ ଭାବେ ଚଢ଼ାଉ କରି ଜଙ୍ଗଲରୁ ଏହି ସାମଗ୍ରୀ ଉଦ୍ଧାର କରିଛନ୍ତି । ଜବତ ସାମଗ୍ରୀ ମଧ୍ୟରେ ଜିଲେଟିନ ଷ୍ଟିକ, ଡେଟୋନେଟର, ଇଲେକ୍ଟ୍ରିକ ତାର, ବ୍ୟାଟେରୀ ଓ ବିଭିନ୍ନ ରାସାୟନିକ ପଦାର୍ଥ ରହିଛି । ସୁରକ୍ଷାବଳଙ୍କୁ କ୍ଷତି ପହଞ୍ଚାଇବା ଉଦ୍ଦେଶ୍ୟରେ ମାଓବାଦୀମାନେ ଏହି ସାମଗ୍ରୀ ଲୁଚାଇ ରଖିଥିଲେ ବୋଲି ପୋଲିସ ସନ୍ଦେହ କରୁଛି । ଅଞ୍ଚଳରେ କମ୍ବିଂ ଅପରେସନ ଜାରି ରହିଛି ।: [730, 787, 914, 1053]
- elephant-right-col: ପାଇଁ ରେଳବାଇ ବିଭାଗକୁ ସୂଚନା ଦିଆଯାଇଛି । ଓ ପ୍ରଶାସନ ଜିଲ୍ଲା ବନଖଣ୍ଡ ଅଧିକାରୀଙ୍କ ପ୍ରସ୍ତାବ କ୍ରମରେ ଏହି ଅଞ୍ଚଳରେ ହାତୀ ଚଳପଥକୁ ଚିହ୍ନଟ କରାଯାଇଛି । ଗ୍ରାମବାସୀଙ୍କ ଅଭିଯୋଗ ଅନୁସାରେ ରାତି ଅଧରେ ହାତୀପଲ ରେଳଲାଇନ ପାର ହୋଇ ଗାଁ ଭିତରକୁ ପଶି ଆସୁଛନ୍ତି ଓ ଘରଦ୍ୱାର ଭାଙ୍ଗିଦେଉଛନ୍ତି । ବନ ବିଭାଗ କର୍ମଚାରୀମାନେ ରାତିସାରା ପହରା ଦେଉଛନ୍ତି ।: [915, 147, 1097, 329]
- college-name-cell: ଶୈଳବାଳା ମହିଳା କଲେଜ, କଟକ: [6, 1814, 326, 1830]
